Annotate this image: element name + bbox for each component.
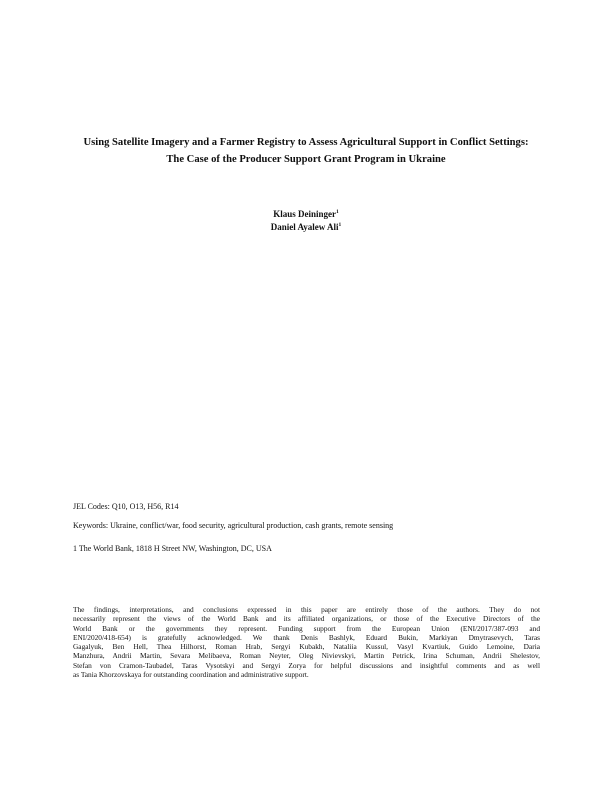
author-1	[150, 208, 462, 221]
ack-line: Stefan von Cramon-Taubadel, Taras Vysotskyi and Sergyi Zorya for helpful discussions and insightful comments and as well	[73, 660, 540, 670]
jel-codes: JEL Codes: Q10, O13, H56, R14	[73, 502, 179, 511]
ack-line: Gagalyuk, Ben Hell, Thea Hilhorst, Roman Hrab, Sergyi Kubakh, Nataliia Kussul, Vasyl Kvartiuk, Guido Lemoine, Daria	[73, 642, 540, 652]
ack-line: The findings, interpretations, and conclusions expressed in this paper are entirely those of the authors. They do not	[73, 605, 540, 614]
author-2-name: Daniel Ayalew Ali	[270, 222, 339, 232]
title-line-1: Using Satellite Imagery and a Farmer Registry to Assess Agricultural Support in Conflict Settings:	[83, 137, 529, 148]
ack-line: Manzhura, Andrii Martin, Sevara Melibaeva, Roman Neyter, Oleg Nivievskyi, Martin Petrick, Irina Schuman, Andrii Shelestov,	[73, 651, 540, 661]
author-2	[150, 221, 462, 234]
author-1-name: Klaus Deininger	[273, 209, 336, 219]
ack-line: necessarily represent the views of the World Bank and its affiliated organizations, or those of the Executive Directors of the	[73, 614, 540, 624]
author-1-affil-mark: 1	[336, 209, 339, 215]
title-line-2: The Case of the Producer Support Grant Program in Ukraine	[166, 154, 446, 165]
keywords: Keywords: Ukraine, conflict/war, food security, agricultural production, cash grants, remote sensing	[73, 521, 394, 530]
ack-line: ENI/2020/418-654) is gratefully acknowledged. We thank Denis Bashlyk, Eduard Bukin, Markiyan Dmytrasevych, Taras	[73, 632, 540, 642]
author-2-affil-mark: 1	[338, 222, 342, 228]
ack-line: as Tania Khorzovskaya for outstanding coordination and administrative support.	[73, 670, 309, 680]
acknowledgment-paragraph	[73, 605, 540, 679]
paper-title	[60, 134, 552, 168]
ack-line: World Bank or the governments they represent. Funding support from the European Union (ENI/2017/387-093 and	[73, 623, 540, 633]
affiliation-note: 1 The World Bank, 1818 H Street NW, Washington, DC, USA	[73, 544, 272, 553]
author-list	[150, 208, 462, 234]
